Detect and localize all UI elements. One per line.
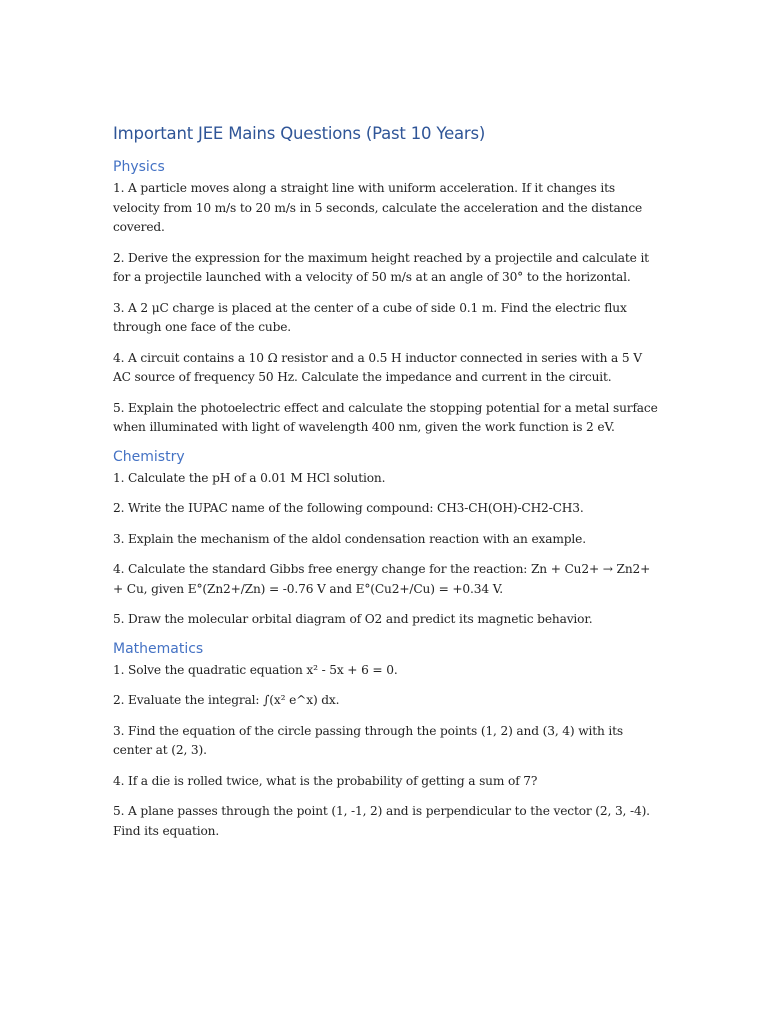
section-chemistry bbox=[113, 449, 658, 630]
section-heading-chemistry: Chemistry bbox=[113, 448, 185, 465]
section-physics bbox=[113, 159, 658, 438]
mathematics-question-1: 1. Solve the quadratic equation x² - 5x + 6 = 0. bbox=[113, 662, 398, 677]
physics-question-4: 4. A circuit contains a 10 Ω resistor and a 0.5 H inductor connected in series with a 5 V AC source of frequency 50 Hz. Calculate the impedance and current in the circuit. bbox=[113, 350, 642, 384]
section-mathematics bbox=[113, 641, 658, 842]
chemistry-question-1: 1. Calculate the pH of a 0.01 M HCl solution. bbox=[113, 470, 386, 485]
physics-question-1: 1. A particle moves along a straight line with uniform acceleration. If it changes its velocity from 10 m/s to 20 m/s in 5 seconds, calculate the acceleration and the distance covered. bbox=[113, 181, 643, 234]
mathematics-question-4: 4. If a die is rolled twice, what is the probability of getting a sum of 7? bbox=[113, 773, 538, 788]
section-heading-mathematics: Mathematics bbox=[113, 640, 204, 657]
physics-question-2: 2. Derive the expression for the maximum height reached by a projectile and calculate it for a projectile launched with a velocity of 50 m/s at an angle of 30° to the horizontal. bbox=[113, 250, 649, 284]
physics-question-5: 5. Explain the photoelectric effect and calculate the stopping potential for a metal surface when illuminated with light of wavelength 400 nm, given the work function is 2 eV. bbox=[113, 400, 658, 434]
chemistry-question-4: 4. Calculate the standard Gibbs free energy change for the reaction: Zn + Cu2+ → Zn2+ + Cu, given E°(Zn2+/Zn) = -0.76 V and E°(Cu2+/Cu) = +0.34 V. bbox=[113, 562, 651, 596]
mathematics-question-3: 3. Find the equation of the circle passing through the points (1, 2) and (3, 4) with its center at (2, 3). bbox=[113, 723, 624, 757]
document-title: Important JEE Mains Questions (Past 10 Years) bbox=[113, 124, 486, 143]
document-page bbox=[113, 124, 658, 852]
physics-question-3: 3. A 2 μC charge is placed at the center of a cube of side 0.1 m. Find the electric flux through one face of the cube. bbox=[113, 300, 627, 334]
section-heading-physics: Physics bbox=[113, 159, 165, 175]
chemistry-question-3: 3. Explain the mechanism of the aldol condensation reaction with an example. bbox=[113, 531, 586, 546]
chemistry-question-5: 5. Draw the molecular orbital diagram of O2 and predict its magnetic behavior. bbox=[113, 612, 593, 626]
mathematics-question-2: 2. Evaluate the integral: ∫(x² e^x) dx. bbox=[113, 693, 340, 707]
mathematics-question-5: 5. A plane passes through the point (1, -1, 2) and is perpendicular to the vector (2, 3, -4). Find its equation. bbox=[113, 804, 650, 838]
chemistry-question-2: 2. Write the IUPAC name of the following compound: CH3-CH(OH)-CH2-CH3. bbox=[113, 501, 584, 515]
